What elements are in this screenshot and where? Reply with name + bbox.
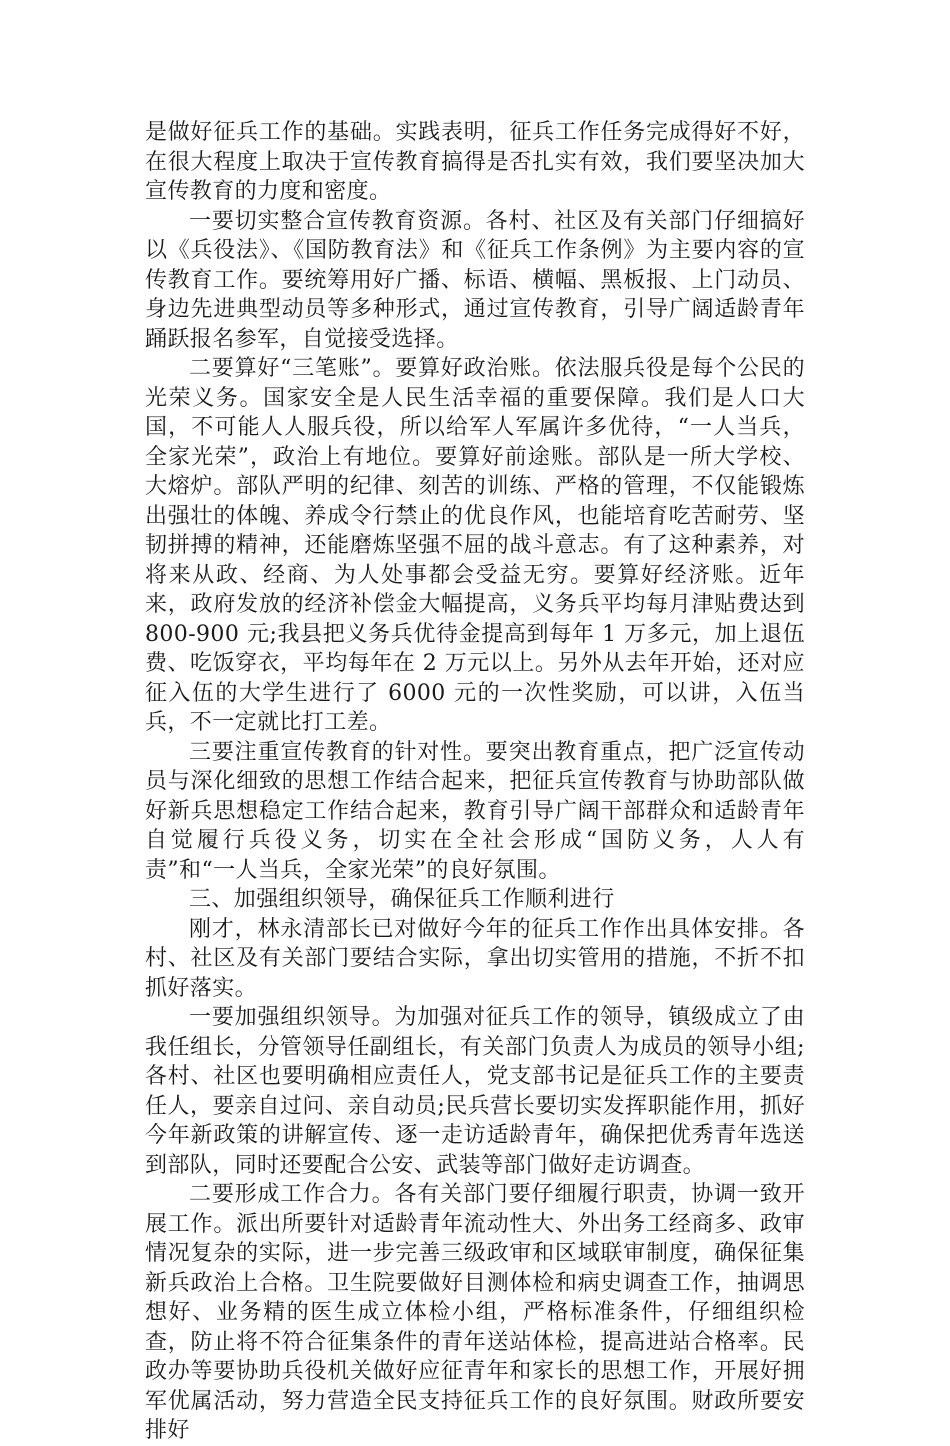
document-body [145, 118, 805, 1446]
paragraph-resources: 一要切实整合宣传教育资源。各村、社区及有关部门仔细搞好以《兵役法》、《国防教育法》和《征兵工作条例》为主要内容的宣传教育工作。要统筹用好广播、标语、横幅、黑板报、上门动员、身边先进典型动员等多种形式，通过宣传教育，引导广阔适龄青年踊跃报名参军，自觉接受选择。 [145, 208, 805, 352]
paragraph-intro: 是做好征兵工作的基础。实践表明，征兵工作任务完成得好不好，在很大程度上取决于宣传教育搞得是否扎实有效，我们要坚决加大宣传教育的力度和密度。 [145, 120, 805, 204]
paragraph-three-accounts: 二要算好“三笔账”。要算好政治账。依法服兵役是每个公民的光荣义务。国家安全是人民生活幸福的重要保障。我们是人口大国，不可能人人服兵役，所以给军人军属许多优待，“一人当兵，全家光荣”，政治上有地位。要算好前途账。部队是一所大学校、大熔炉。部队严明的纪律、刻苦的训练、严格的管理，不仅能锻炼出强壮的体魄、养成令行禁止的优良作风，也能培育吃苦耐劳、坚韧拼搏的精神，还能磨炼坚强不屈的战斗意志。有了这种素养，对将来从政、经商、为人处事都会受益无穷。要算好经济账。近年来，政府发放的经济补偿金大幅提高，义务兵平均每月津贴费达到 800-900 元;我县把义务兵优待金提高到每年 1 万多元，加上退伍费、吃饭穿衣，平均每年在 2 万元以上。另外从去年开始，还对应征入伍的大学生进行了 6000 元的一次性奖励，可以讲，入伍当兵，不一定就比打工差。 [145, 356, 805, 735]
section-heading-three: 三、加强组织领导，确保征兵工作顺利进行 [189, 887, 615, 912]
paragraph-arrangement: 刚才，林永清部长已对做好今年的征兵工作作出具体安排。各村、社区及有关部门要结合实际，拿出切实管用的措施，不折不扣抓好落实。 [145, 916, 805, 1001]
paragraph-targeting: 三要注重宣传教育的针对性。要突出教育重点，把广泛宣传动员与深化细致的思想工作结合起来，把征兵宣传教育与协助部队做好新兵思想稳定工作结合起来，教育引导广阔干部群众和适龄青年自觉履行兵役义务，切实在全社会形成“国防义务，人人有责”和“一人当兵，全家光荣”的良好氛围。 [145, 739, 805, 883]
paragraph-leadership: 一要加强组织领导。为加强对征兵工作的领导，镇级成立了由我任组长，分管领导任副组长，有关部门负责人为成员的领导小组;各村、社区也要明确相应责任人，党支部书记是征兵工作的主要责任人，要亲自过问、亲自动员;民兵营长要切实发挥职能作用，抓好今年新政策的讲解宣传、逐一走访适龄青年，确保把优秀青年选送到部队，同时还要配合公安、武装等部门做好走访调查。 [145, 1005, 805, 1178]
paragraph-cooperation: 二要形成工作合力。各有关部门要仔细履行职责，协调一致开展工作。派出所要针对适龄青年流动性大、外出务工经商多、政审情况复杂的实际，进一步完善三级政审和区域联审制度，确保征集新兵政治上合格。卫生院要做好目测体检和病史调查工作，抽调思想好、业务精的医生成立体检小组，严格标准条件，仔细组织检查，防止将不符合征集条件的青年送站体检，提高进站合格率。民政办等要协助兵役机关做好应征青年和家长的思想工作，开展好拥军优属活动，努力营造全民支持征兵工作的良好氛围。财政所要安排好 [145, 1182, 805, 1443]
